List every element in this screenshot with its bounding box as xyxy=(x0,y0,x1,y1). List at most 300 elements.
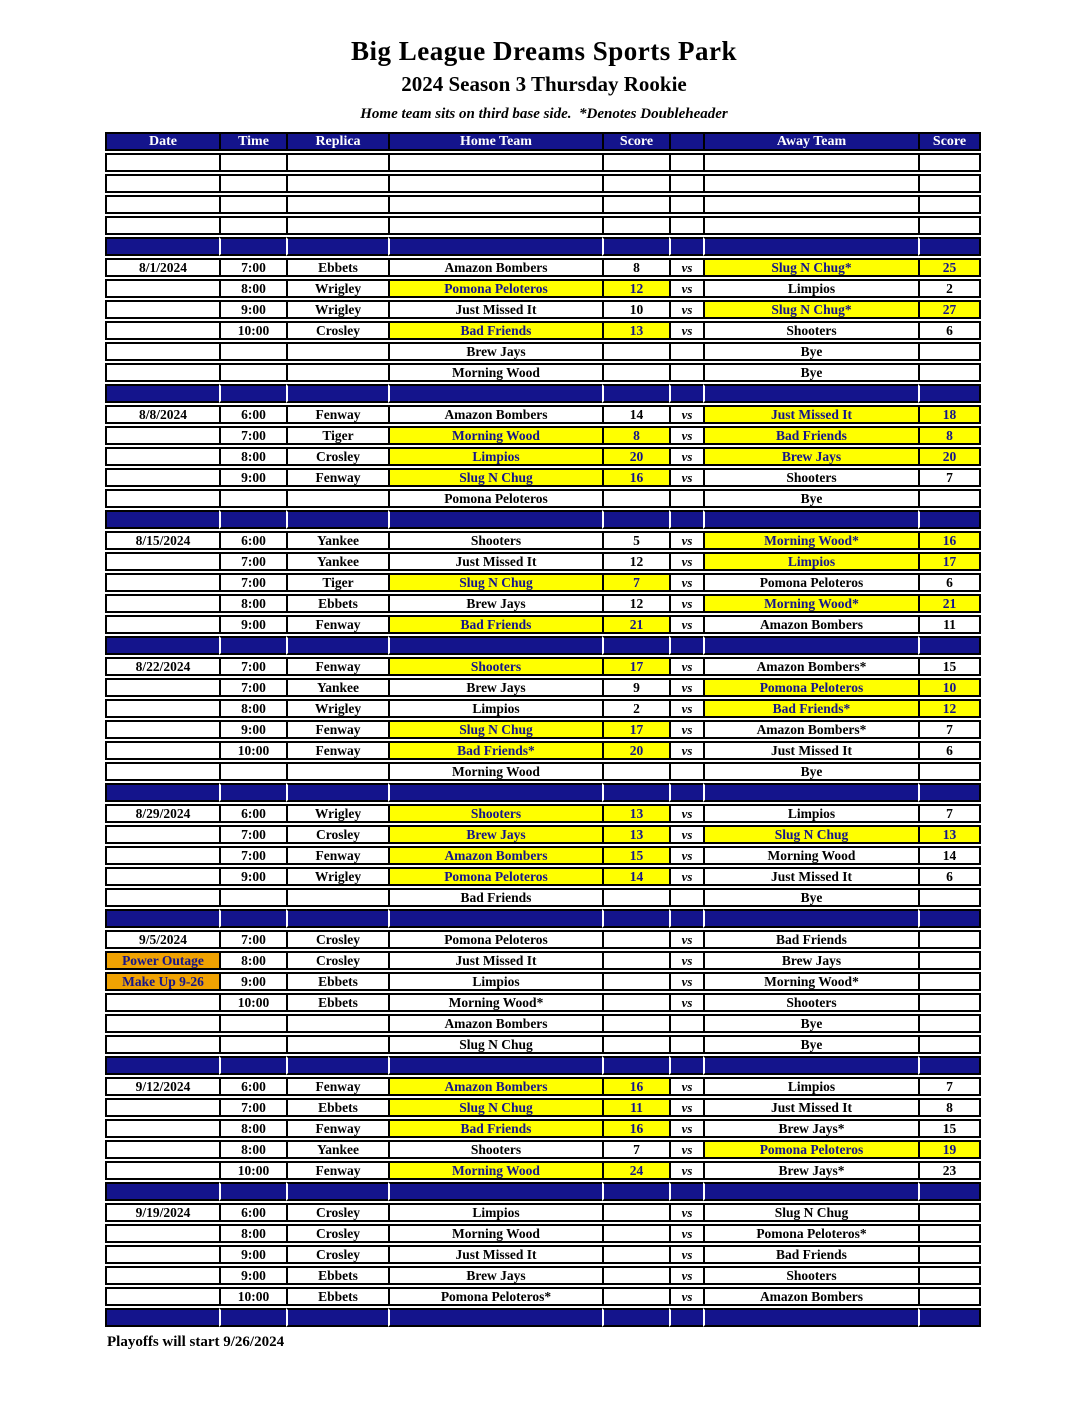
separator-cell xyxy=(105,237,219,256)
away-score-cell xyxy=(918,1287,981,1306)
away-team-cell: Pomona Peloteros xyxy=(703,573,918,592)
vs-cell: vs xyxy=(669,531,703,550)
date-cell xyxy=(105,342,219,361)
away-score-cell xyxy=(918,930,981,949)
replica-cell: Tiger xyxy=(286,573,388,592)
page-title: Big League Dreams Sports Park xyxy=(351,36,737,66)
replica-cell: Fenway xyxy=(286,741,388,760)
replica-cell: Crosley xyxy=(286,321,388,340)
empty-cell-time xyxy=(219,195,286,214)
replica-cell: Crosley xyxy=(286,825,388,844)
away-team-cell: Morning Wood* xyxy=(703,531,918,550)
home-score-cell: 14 xyxy=(602,867,669,886)
date-cell xyxy=(105,888,219,907)
game-row xyxy=(105,1077,981,1096)
game-row xyxy=(105,972,981,991)
home-team-cell: Limpios xyxy=(388,699,602,718)
vs-cell: vs xyxy=(669,1077,703,1096)
date-cell xyxy=(105,594,219,613)
page-header xyxy=(0,0,1088,123)
home-team-cell: Just Missed It xyxy=(388,1245,602,1264)
empty-cell-score-away xyxy=(918,174,981,193)
away-score-cell: 7 xyxy=(918,1077,981,1096)
away-score-cell: 25 xyxy=(918,258,981,277)
date-cell: Power Outage xyxy=(105,951,219,970)
time-cell: 8:00 xyxy=(219,447,286,466)
away-team-cell: Amazon Bombers* xyxy=(703,657,918,676)
time-cell: 7:00 xyxy=(219,846,286,865)
away-team-cell: Slug N Chug* xyxy=(703,300,918,319)
empty-cell-score-home xyxy=(602,174,669,193)
replica-cell: Fenway xyxy=(286,468,388,487)
empty-cell-away-team xyxy=(703,174,918,193)
column-header-score: Score xyxy=(918,132,981,151)
home-team-cell: Amazon Bombers xyxy=(388,258,602,277)
away-score-cell: 13 xyxy=(918,825,981,844)
separator-cell xyxy=(388,909,602,928)
replica-cell: Ebbets xyxy=(286,1287,388,1306)
vs-cell: vs xyxy=(669,825,703,844)
vs-cell: vs xyxy=(669,426,703,445)
column-header-replica: Replica xyxy=(286,132,388,151)
separator-row xyxy=(105,909,981,928)
date-cell: 8/15/2024 xyxy=(105,531,219,550)
game-row xyxy=(105,678,981,697)
home-score-cell xyxy=(602,762,669,781)
home-score-cell: 15 xyxy=(602,846,669,865)
separator-cell xyxy=(918,510,981,529)
vs-cell: vs xyxy=(669,1140,703,1159)
time-cell: 9:00 xyxy=(219,972,286,991)
column-header-score: Score xyxy=(602,132,669,151)
game-row xyxy=(105,615,981,634)
empty-cell-away-team xyxy=(703,195,918,214)
game-row xyxy=(105,993,981,1012)
time-cell: 9:00 xyxy=(219,1245,286,1264)
separator-cell xyxy=(669,1056,703,1075)
away-score-cell: 12 xyxy=(918,699,981,718)
home-score-cell: 11 xyxy=(602,1098,669,1117)
game-row xyxy=(105,867,981,886)
time-cell xyxy=(219,363,286,382)
date-cell xyxy=(105,1140,219,1159)
away-team-cell: Bad Friends* xyxy=(703,699,918,718)
date-cell xyxy=(105,279,219,298)
game-row xyxy=(105,846,981,865)
replica-cell: Ebbets xyxy=(286,1098,388,1117)
separator-cell xyxy=(669,384,703,403)
separator-cell xyxy=(703,783,918,802)
separator-cell xyxy=(388,1056,602,1075)
separator-row xyxy=(105,783,981,802)
date-cell: 9/19/2024 xyxy=(105,1203,219,1222)
time-cell xyxy=(219,1014,286,1033)
bye-row xyxy=(105,342,981,361)
separator-cell xyxy=(105,909,219,928)
replica-cell: Yankee xyxy=(286,531,388,550)
home-team-cell: Morning Wood xyxy=(388,1161,602,1180)
away-team-cell: Morning Wood* xyxy=(703,972,918,991)
vs-cell: vs xyxy=(669,657,703,676)
vs-cell xyxy=(669,762,703,781)
vs-cell xyxy=(669,489,703,508)
home-team-cell: Brew Jays xyxy=(388,825,602,844)
separator-cell xyxy=(219,1056,286,1075)
away-score-cell: 15 xyxy=(918,657,981,676)
time-cell: 6:00 xyxy=(219,405,286,424)
empty-cell-date xyxy=(105,195,219,214)
home-team-cell: Shooters xyxy=(388,804,602,823)
away-team-cell: Just Missed It xyxy=(703,1098,918,1117)
home-team-cell: Shooters xyxy=(388,657,602,676)
vs-cell: vs xyxy=(669,972,703,991)
time-cell: 10:00 xyxy=(219,1161,286,1180)
empty-cell-time xyxy=(219,153,286,172)
separator-cell xyxy=(918,1308,981,1327)
away-team-cell: Just Missed It xyxy=(703,405,918,424)
vs-cell: vs xyxy=(669,1224,703,1243)
game-row xyxy=(105,321,981,340)
time-cell: 7:00 xyxy=(219,552,286,571)
time-cell: 9:00 xyxy=(219,720,286,739)
date-cell: Make Up 9-26 xyxy=(105,972,219,991)
home-team-cell: Slug N Chug xyxy=(388,573,602,592)
separator-cell xyxy=(703,1182,918,1201)
home-score-cell: 7 xyxy=(602,1140,669,1159)
replica-cell: Yankee xyxy=(286,552,388,571)
vs-cell: vs xyxy=(669,447,703,466)
date-cell xyxy=(105,678,219,697)
separator-row xyxy=(105,1056,981,1075)
home-score-cell xyxy=(602,1287,669,1306)
away-score-cell xyxy=(918,1014,981,1033)
replica-cell: Wrigley xyxy=(286,300,388,319)
vs-cell: vs xyxy=(669,930,703,949)
empty-row xyxy=(105,174,981,193)
header-row xyxy=(105,132,981,151)
replica-cell xyxy=(286,1035,388,1054)
separator-cell xyxy=(703,237,918,256)
separator-cell xyxy=(602,510,669,529)
away-score-cell: 27 xyxy=(918,300,981,319)
empty-row xyxy=(105,153,981,172)
home-team-cell: Shooters xyxy=(388,1140,602,1159)
replica-cell: Fenway xyxy=(286,615,388,634)
game-row xyxy=(105,1203,981,1222)
empty-cell-away-team xyxy=(703,216,918,235)
replica-cell: Crosley xyxy=(286,951,388,970)
separator-cell xyxy=(388,384,602,403)
game-row xyxy=(105,258,981,277)
separator-row xyxy=(105,510,981,529)
date-cell: 9/12/2024 xyxy=(105,1077,219,1096)
empty-cell-score-away xyxy=(918,216,981,235)
replica-cell: Fenway xyxy=(286,1161,388,1180)
home-score-cell xyxy=(602,1203,669,1222)
home-score-cell: 5 xyxy=(602,531,669,550)
date-cell xyxy=(105,993,219,1012)
vs-cell: vs xyxy=(669,720,703,739)
separator-cell xyxy=(286,510,388,529)
away-team-cell: Pomona Peloteros xyxy=(703,1140,918,1159)
empty-cell-date xyxy=(105,174,219,193)
home-team-cell: Morning Wood xyxy=(388,762,602,781)
home-score-cell xyxy=(602,1266,669,1285)
game-row xyxy=(105,405,981,424)
home-team-cell: Amazon Bombers xyxy=(388,405,602,424)
home-score-cell: 16 xyxy=(602,1119,669,1138)
away-score-cell: 7 xyxy=(918,468,981,487)
replica-cell: Tiger xyxy=(286,426,388,445)
home-team-cell: Brew Jays xyxy=(388,342,602,361)
replica-cell: Fenway xyxy=(286,405,388,424)
replica-cell xyxy=(286,762,388,781)
away-team-cell: Shooters xyxy=(703,468,918,487)
home-team-cell: Bad Friends xyxy=(388,615,602,634)
separator-cell xyxy=(105,1056,219,1075)
game-row xyxy=(105,951,981,970)
replica-cell: Fenway xyxy=(286,657,388,676)
replica-cell: Fenway xyxy=(286,1119,388,1138)
replica-cell: Ebbets xyxy=(286,594,388,613)
time-cell xyxy=(219,489,286,508)
date-cell: 8/1/2024 xyxy=(105,258,219,277)
game-row xyxy=(105,300,981,319)
away-score-cell xyxy=(918,489,981,508)
empty-cell-vs xyxy=(669,174,703,193)
separator-cell xyxy=(105,783,219,802)
replica-cell: Ebbets xyxy=(286,1266,388,1285)
time-cell: 9:00 xyxy=(219,615,286,634)
separator-cell xyxy=(669,510,703,529)
away-score-cell xyxy=(918,1035,981,1054)
separator-row xyxy=(105,1182,981,1201)
separator-cell xyxy=(703,909,918,928)
away-team-cell: Shooters xyxy=(703,993,918,1012)
away-team-cell: Bad Friends xyxy=(703,1245,918,1264)
date-cell xyxy=(105,468,219,487)
separator-cell xyxy=(219,1182,286,1201)
replica-cell: Wrigley xyxy=(286,804,388,823)
game-row xyxy=(105,1140,981,1159)
vs-cell: vs xyxy=(669,1098,703,1117)
replica-cell: Crosley xyxy=(286,1203,388,1222)
separator-cell xyxy=(286,384,388,403)
empty-cell-vs xyxy=(669,216,703,235)
game-row xyxy=(105,468,981,487)
home-team-cell: Brew Jays xyxy=(388,594,602,613)
time-cell: 8:00 xyxy=(219,1140,286,1159)
date-cell xyxy=(105,363,219,382)
bye-row xyxy=(105,1035,981,1054)
home-score-cell: 7 xyxy=(602,573,669,592)
away-score-cell xyxy=(918,1266,981,1285)
home-score-cell: 17 xyxy=(602,657,669,676)
home-team-cell: Amazon Bombers xyxy=(388,1014,602,1033)
home-team-cell: Pomona Peloteros xyxy=(388,867,602,886)
vs-cell: vs xyxy=(669,300,703,319)
home-team-cell: Brew Jays xyxy=(388,678,602,697)
home-score-cell: 12 xyxy=(602,552,669,571)
bye-row xyxy=(105,762,981,781)
date-cell xyxy=(105,867,219,886)
empty-cell-score-away xyxy=(918,153,981,172)
away-team-cell: Bye xyxy=(703,342,918,361)
home-score-cell: 2 xyxy=(602,699,669,718)
separator-cell xyxy=(286,909,388,928)
time-cell: 9:00 xyxy=(219,1266,286,1285)
column-header-vs xyxy=(669,132,703,151)
home-score-cell xyxy=(602,930,669,949)
home-score-cell xyxy=(602,489,669,508)
game-row xyxy=(105,531,981,550)
vs-cell: vs xyxy=(669,552,703,571)
vs-cell: vs xyxy=(669,993,703,1012)
vs-cell: vs xyxy=(669,867,703,886)
game-row xyxy=(105,552,981,571)
away-team-cell: Pomona Peloteros xyxy=(703,678,918,697)
away-score-cell: 10 xyxy=(918,678,981,697)
home-team-cell: Slug N Chug xyxy=(388,1098,602,1117)
separator-cell xyxy=(286,1308,388,1327)
separator-cell xyxy=(388,1308,602,1327)
home-score-cell xyxy=(602,363,669,382)
game-row xyxy=(105,1266,981,1285)
game-row xyxy=(105,804,981,823)
schedule-table-body xyxy=(105,132,981,1327)
away-team-cell: Slug N Chug* xyxy=(703,258,918,277)
separator-cell xyxy=(918,909,981,928)
date-cell xyxy=(105,1161,219,1180)
separator-cell xyxy=(105,1182,219,1201)
empty-row xyxy=(105,195,981,214)
replica-cell xyxy=(286,342,388,361)
bye-row xyxy=(105,1014,981,1033)
empty-cell-score-away xyxy=(918,195,981,214)
date-cell xyxy=(105,426,219,445)
date-cell xyxy=(105,699,219,718)
time-cell: 6:00 xyxy=(219,1077,286,1096)
date-cell xyxy=(105,1245,219,1264)
home-team-cell: Brew Jays xyxy=(388,1266,602,1285)
schedule-note: Home team sits on third base side. *Denotes Doubleheader xyxy=(360,106,728,122)
separator-row xyxy=(105,636,981,655)
column-header-away-team: Away Team xyxy=(703,132,918,151)
away-team-cell: Bye xyxy=(703,1035,918,1054)
away-score-cell: 6 xyxy=(918,321,981,340)
date-cell xyxy=(105,1098,219,1117)
vs-cell: vs xyxy=(669,1245,703,1264)
date-cell xyxy=(105,1266,219,1285)
empty-cell-vs xyxy=(669,153,703,172)
date-cell xyxy=(105,1287,219,1306)
separator-cell xyxy=(669,237,703,256)
date-cell xyxy=(105,615,219,634)
date-cell: 9/5/2024 xyxy=(105,930,219,949)
vs-cell: vs xyxy=(669,594,703,613)
date-cell xyxy=(105,1014,219,1033)
time-cell: 7:00 xyxy=(219,573,286,592)
home-team-cell: Slug N Chug xyxy=(388,720,602,739)
away-score-cell: 8 xyxy=(918,426,981,445)
away-team-cell: Limpios xyxy=(703,1077,918,1096)
away-score-cell: 20 xyxy=(918,447,981,466)
separator-cell xyxy=(219,636,286,655)
away-score-cell xyxy=(918,342,981,361)
home-team-cell: Limpios xyxy=(388,447,602,466)
separator-cell xyxy=(286,1182,388,1201)
home-team-cell: Amazon Bombers xyxy=(388,846,602,865)
away-team-cell: Bye xyxy=(703,489,918,508)
separator-cell xyxy=(286,783,388,802)
away-team-cell: Just Missed It xyxy=(703,867,918,886)
vs-cell xyxy=(669,1035,703,1054)
home-team-cell: Slug N Chug xyxy=(388,1035,602,1054)
replica-cell: Wrigley xyxy=(286,279,388,298)
replica-cell: Ebbets xyxy=(286,972,388,991)
column-header-home-team: Home Team xyxy=(388,132,602,151)
separator-cell xyxy=(602,636,669,655)
time-cell: 8:00 xyxy=(219,279,286,298)
away-team-cell: Bye xyxy=(703,1014,918,1033)
away-score-cell: 15 xyxy=(918,1119,981,1138)
away-team-cell: Slug N Chug xyxy=(703,1203,918,1222)
date-cell xyxy=(105,447,219,466)
date-cell xyxy=(105,741,219,760)
vs-cell: vs xyxy=(669,1161,703,1180)
away-team-cell: Brew Jays xyxy=(703,951,918,970)
date-cell: 8/29/2024 xyxy=(105,804,219,823)
home-score-cell xyxy=(602,951,669,970)
replica-cell: Fenway xyxy=(286,846,388,865)
separator-cell xyxy=(918,1182,981,1201)
home-score-cell: 16 xyxy=(602,468,669,487)
separator-cell xyxy=(703,636,918,655)
away-team-cell: Bad Friends xyxy=(703,930,918,949)
empty-cell-time xyxy=(219,174,286,193)
away-score-cell xyxy=(918,363,981,382)
vs-cell: vs xyxy=(669,258,703,277)
empty-cell-home-team xyxy=(388,216,602,235)
game-row xyxy=(105,426,981,445)
empty-cell-score-home xyxy=(602,153,669,172)
away-team-cell: Brew Jays xyxy=(703,447,918,466)
playoffs-note: Playoffs will start 9/26/2024 xyxy=(107,1334,285,1350)
time-cell: 8:00 xyxy=(219,951,286,970)
bye-row xyxy=(105,363,981,382)
separator-cell xyxy=(602,1056,669,1075)
away-score-cell: 6 xyxy=(918,741,981,760)
game-row xyxy=(105,1287,981,1306)
replica-cell: Yankee xyxy=(286,1140,388,1159)
column-header-time: Time xyxy=(219,132,286,151)
vs-cell: vs xyxy=(669,846,703,865)
replica-cell: Fenway xyxy=(286,1077,388,1096)
empty-cell-home-team xyxy=(388,174,602,193)
away-team-cell: Morning Wood* xyxy=(703,594,918,613)
away-team-cell: Pomona Peloteros* xyxy=(703,1224,918,1243)
game-row xyxy=(105,657,981,676)
replica-cell: Ebbets xyxy=(286,993,388,1012)
away-score-cell: 8 xyxy=(918,1098,981,1117)
home-score-cell xyxy=(602,1014,669,1033)
away-score-cell: 7 xyxy=(918,720,981,739)
separator-row xyxy=(105,1308,981,1327)
vs-cell: vs xyxy=(669,741,703,760)
date-cell xyxy=(105,552,219,571)
time-cell xyxy=(219,762,286,781)
away-team-cell: Limpios xyxy=(703,279,918,298)
